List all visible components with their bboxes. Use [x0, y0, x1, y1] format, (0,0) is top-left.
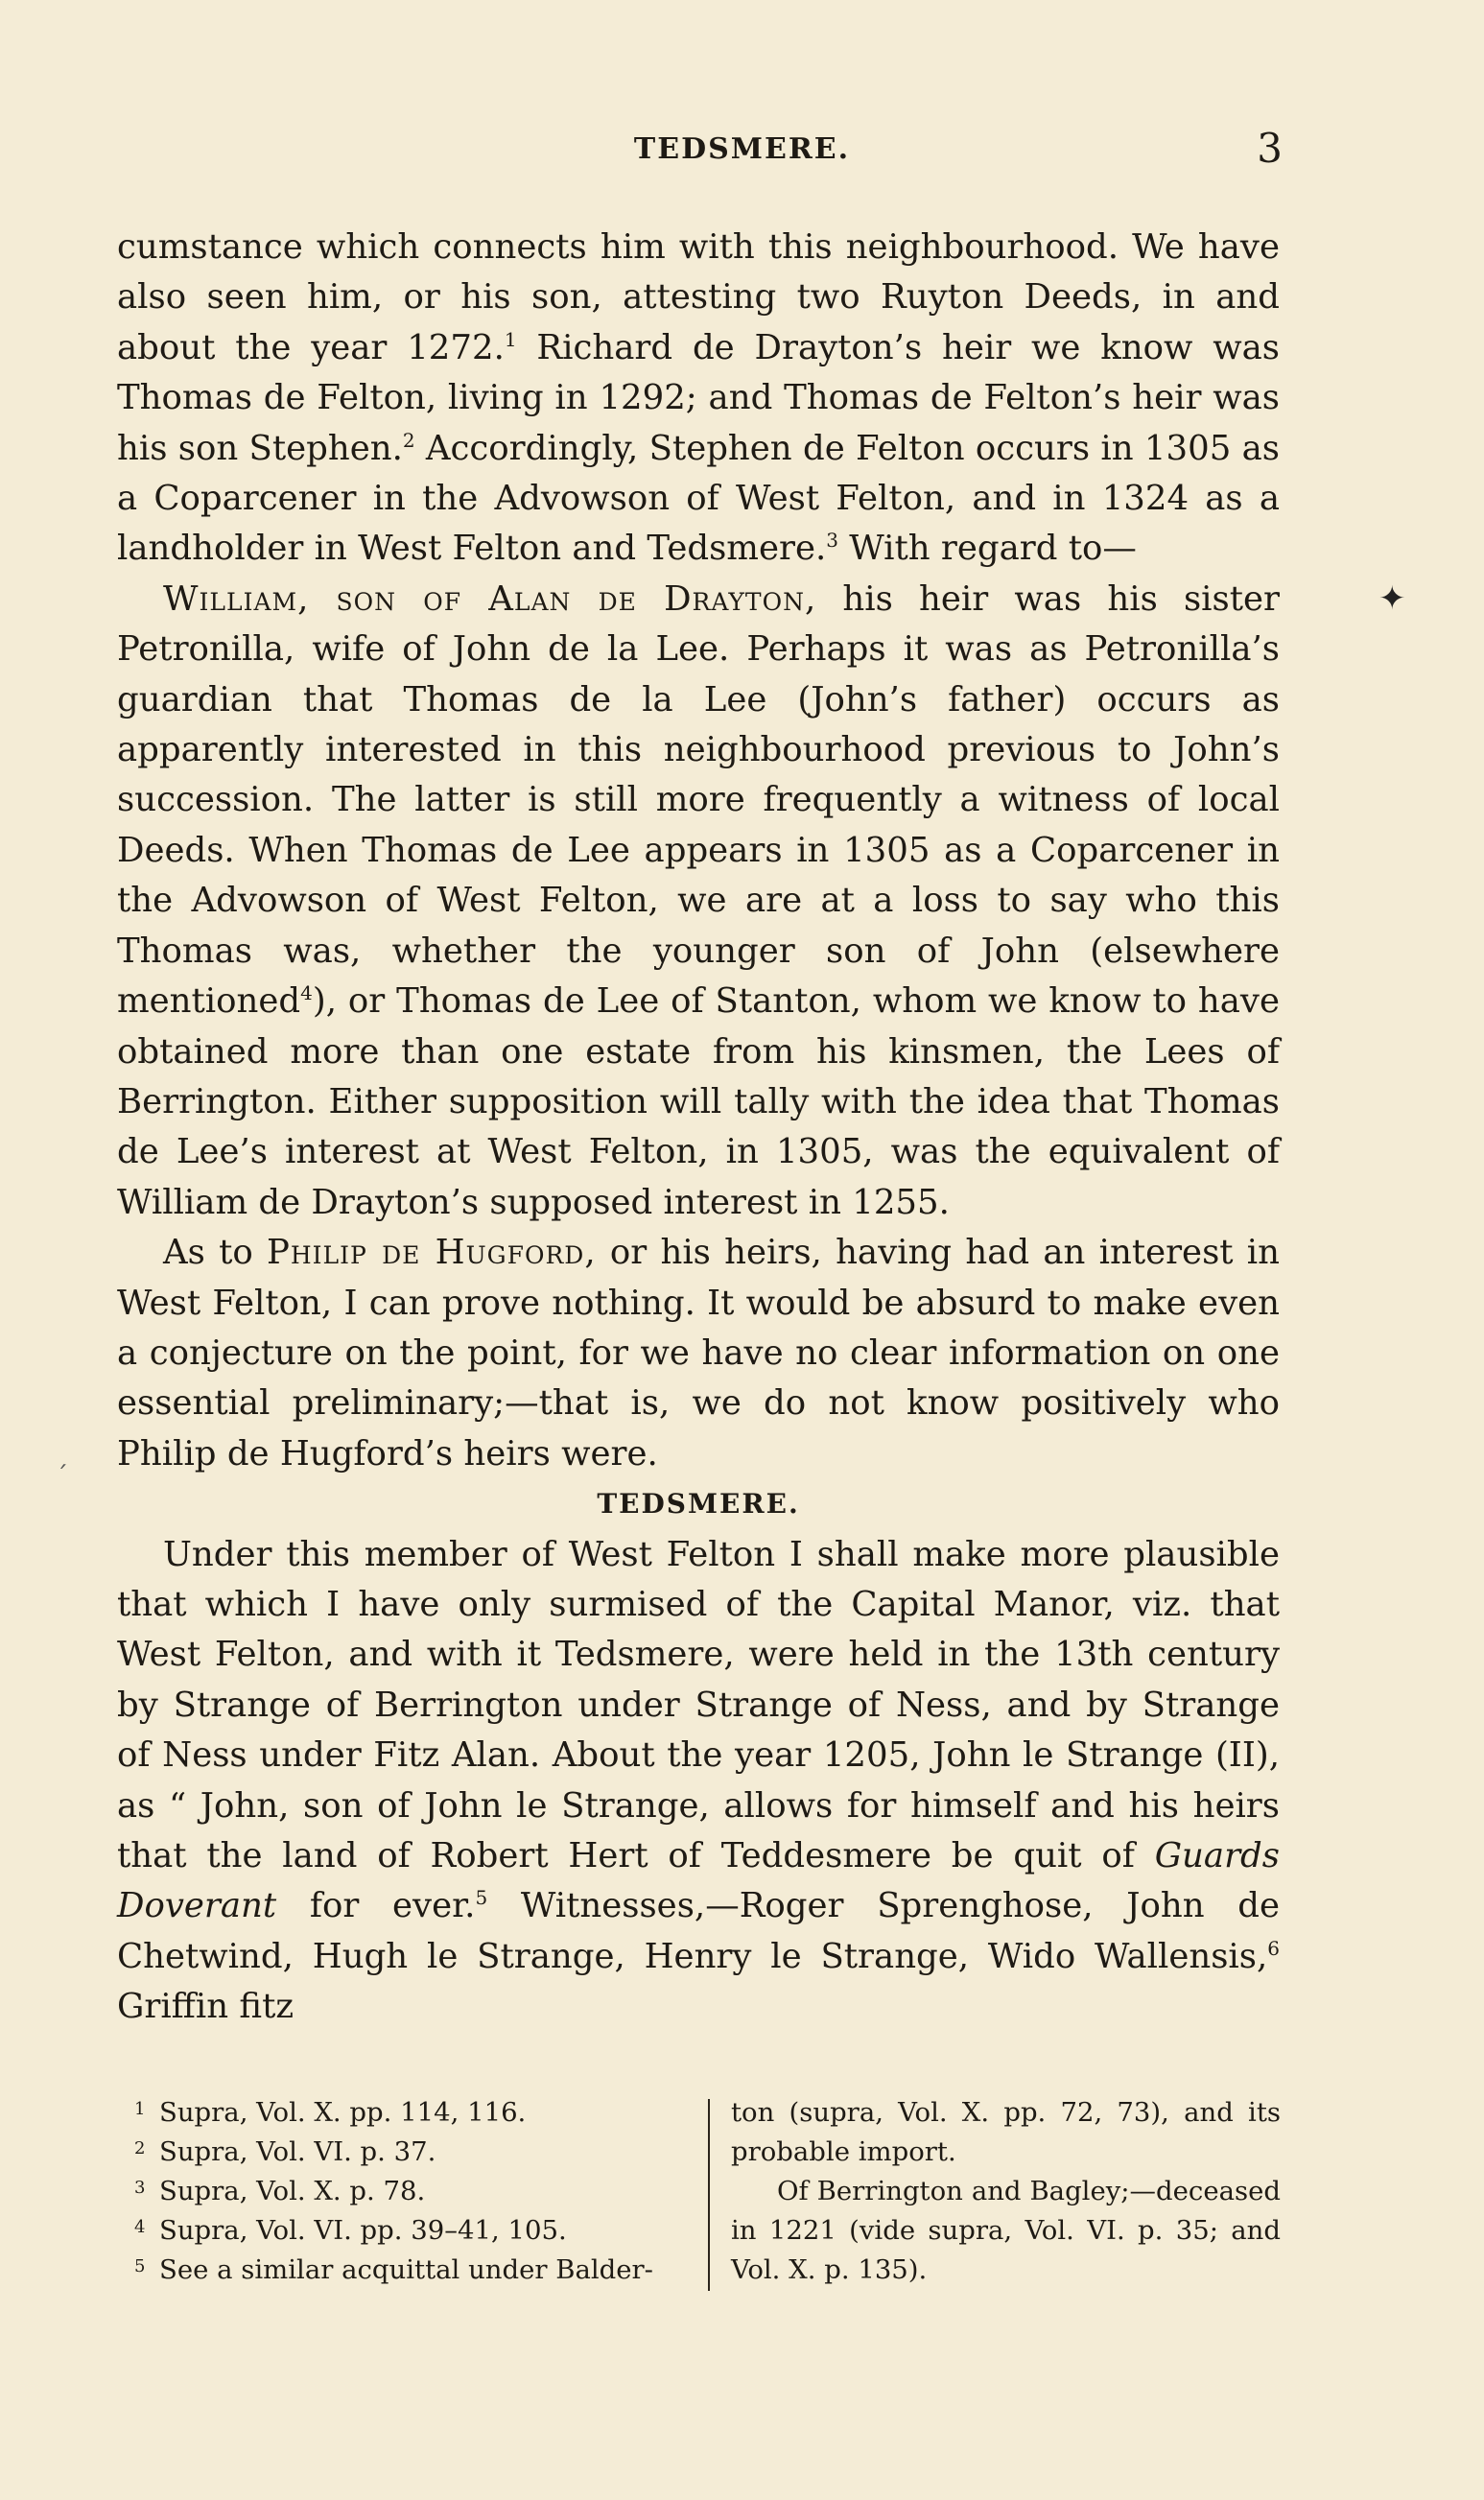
footnote-text: Supra, Vol. VI. pp. 39–41, 105. [159, 2215, 567, 2246]
footnotes [134, 2093, 1281, 2291]
p1-text-d: With regard to— [837, 529, 1137, 569]
running-title: TEDSMERE. [633, 132, 851, 166]
footnote-number: 4 [134, 2217, 146, 2237]
footnote-2 [134, 2133, 691, 2172]
body-text [117, 223, 1280, 2033]
footnote-text: See a similar acquittal under Balder- [159, 2254, 653, 2285]
footnote-text: Supra, Vol. VI. p. 37. [159, 2136, 436, 2167]
footnote-5 [134, 2251, 691, 2290]
p2-lead: William, son of Alan de Drayton, [163, 578, 817, 619]
p4-text-b: for ever. [276, 1886, 476, 1926]
page-number: 3 [1257, 125, 1283, 172]
p2-text-a: his heir was his sister Petronilla, wife of John de la Lee. Perhaps it was as Petronilla’s guardian that Thomas de la Lee (John’s father) occurs as apparently interested in this neighbourhood previous to John’s succession. The latter is still more frequently a witness of local Deeds. When Thomas de Lee appears in 1305 as a Coparcener in the Advowson of West Felton, we are at a loss to say who this Thomas was, whether the younger son of John (elsewhere mentioned [117, 578, 1280, 1022]
footnote-number: 5 [134, 2256, 146, 2276]
footnote-1 [134, 2093, 691, 2133]
margin-tick: ˊ [56, 1462, 68, 1491]
p2-text-b: ), or Thomas de Lee of Stanton, whom we know to have obtained more than one estate from his kinsmen, the Lees of Berrington. Either supposition will tally with the idea that Thomas de Lee’s interest at West Felton, in 1305, was the equivalent of William de Drayton’s supposed interest in 1255. [117, 981, 1280, 1222]
footnote-5-continued: ton (supra, Vol. X. pp. 72, 73), and its probable import. [731, 2097, 1281, 2167]
footnote-3 [134, 2172, 691, 2211]
footnote-number: 1 [134, 2099, 146, 2119]
paragraph-4 [117, 1530, 1280, 2033]
footnote-ref-1: 1 [504, 327, 517, 351]
p3-lead: Philip de Hugford, [266, 1233, 597, 1273]
footnote-ref-4: 4 [300, 981, 313, 1005]
footnote-number: 2 [134, 2138, 146, 2158]
p1-text-b: Richard de Drayton’s heir we know was Thomas de Felton, living in 1292; and Thomas de Felton’s heir was his son Stephen. [117, 327, 1280, 468]
footnote-text: Supra, Vol. X. pp. 114, 116. [159, 2097, 527, 2128]
section-heading: TEDSMERE. [597, 1488, 800, 1521]
footnotes-right-column [731, 2093, 1281, 2291]
p4-text-a: Under this member of West Felton I shall make more plausible that which I have only surmised of the Capital Manor, viz. that West Felton, and with it Tedsmere, were held in the 13th century by Strange of Berrington under Strange of Ness, and by Strange of Ness under Fitz Alan. About the year 1205, John le Strange (II), as “ John, son of John le Strange, allows for himself and his heirs that the land of Robert Hert of Teddesmere be quit of [117, 1534, 1280, 1875]
p1-text-a: cumstance which connects him with this neighbourhood. We have also seen him, or his son, attesting two Ruyton Deeds, in and about the year 1272. [117, 227, 1280, 367]
paragraph-2 [117, 575, 1280, 1228]
footnote-ref-5: 5 [475, 1886, 488, 1910]
footnotes-left-column [134, 2093, 708, 2291]
p1-text-c: Accordingly, Stephen de Felton occurs in 1305 as a Coparcener in the Advowson of West Felton, and in 1324 as a landholder in West Felton and Tedsmere. [117, 428, 1280, 569]
footnote-ref-3: 3 [826, 529, 838, 553]
footnote-6: Of Berrington and Bagley;—deceased in 1221 (vide supra, Vol. VI. p. 35; and Vol. X. p. 135). [731, 2176, 1281, 2285]
p4-text-c: Witnesses,—Roger Sprenghose, John de Chetwind, Hugh le Strange, Henry le Strange, Wido Wallensis, [117, 1886, 1280, 1976]
footnote-column-divider [708, 2099, 710, 2291]
p3-text: or his heirs, having had an interest in West Felton, I can prove nothing. It would be absurd to make even a conjecture on the point, for we have no clear information on one essential preliminary;—that is, we do not know positively who Philip de Hugford’s heirs were. [117, 1233, 1281, 1474]
paragraph-3 [117, 1228, 1280, 1479]
footnote-ref-6: 6 [1267, 1936, 1280, 1960]
p4-italic: Guards Doverant [117, 1836, 1280, 1926]
margin-mark: ✦ [1378, 579, 1406, 618]
footnote-number: 3 [134, 2178, 146, 2198]
p3-pre: As to [163, 1233, 267, 1273]
footnote-text: Supra, Vol. X. p. 78. [159, 2176, 426, 2206]
paragraph-1 [117, 223, 1280, 575]
footnote-ref-2: 2 [402, 428, 415, 452]
p4-text-d: Griffin fitz [117, 1987, 294, 2027]
footnote-4 [134, 2211, 691, 2251]
